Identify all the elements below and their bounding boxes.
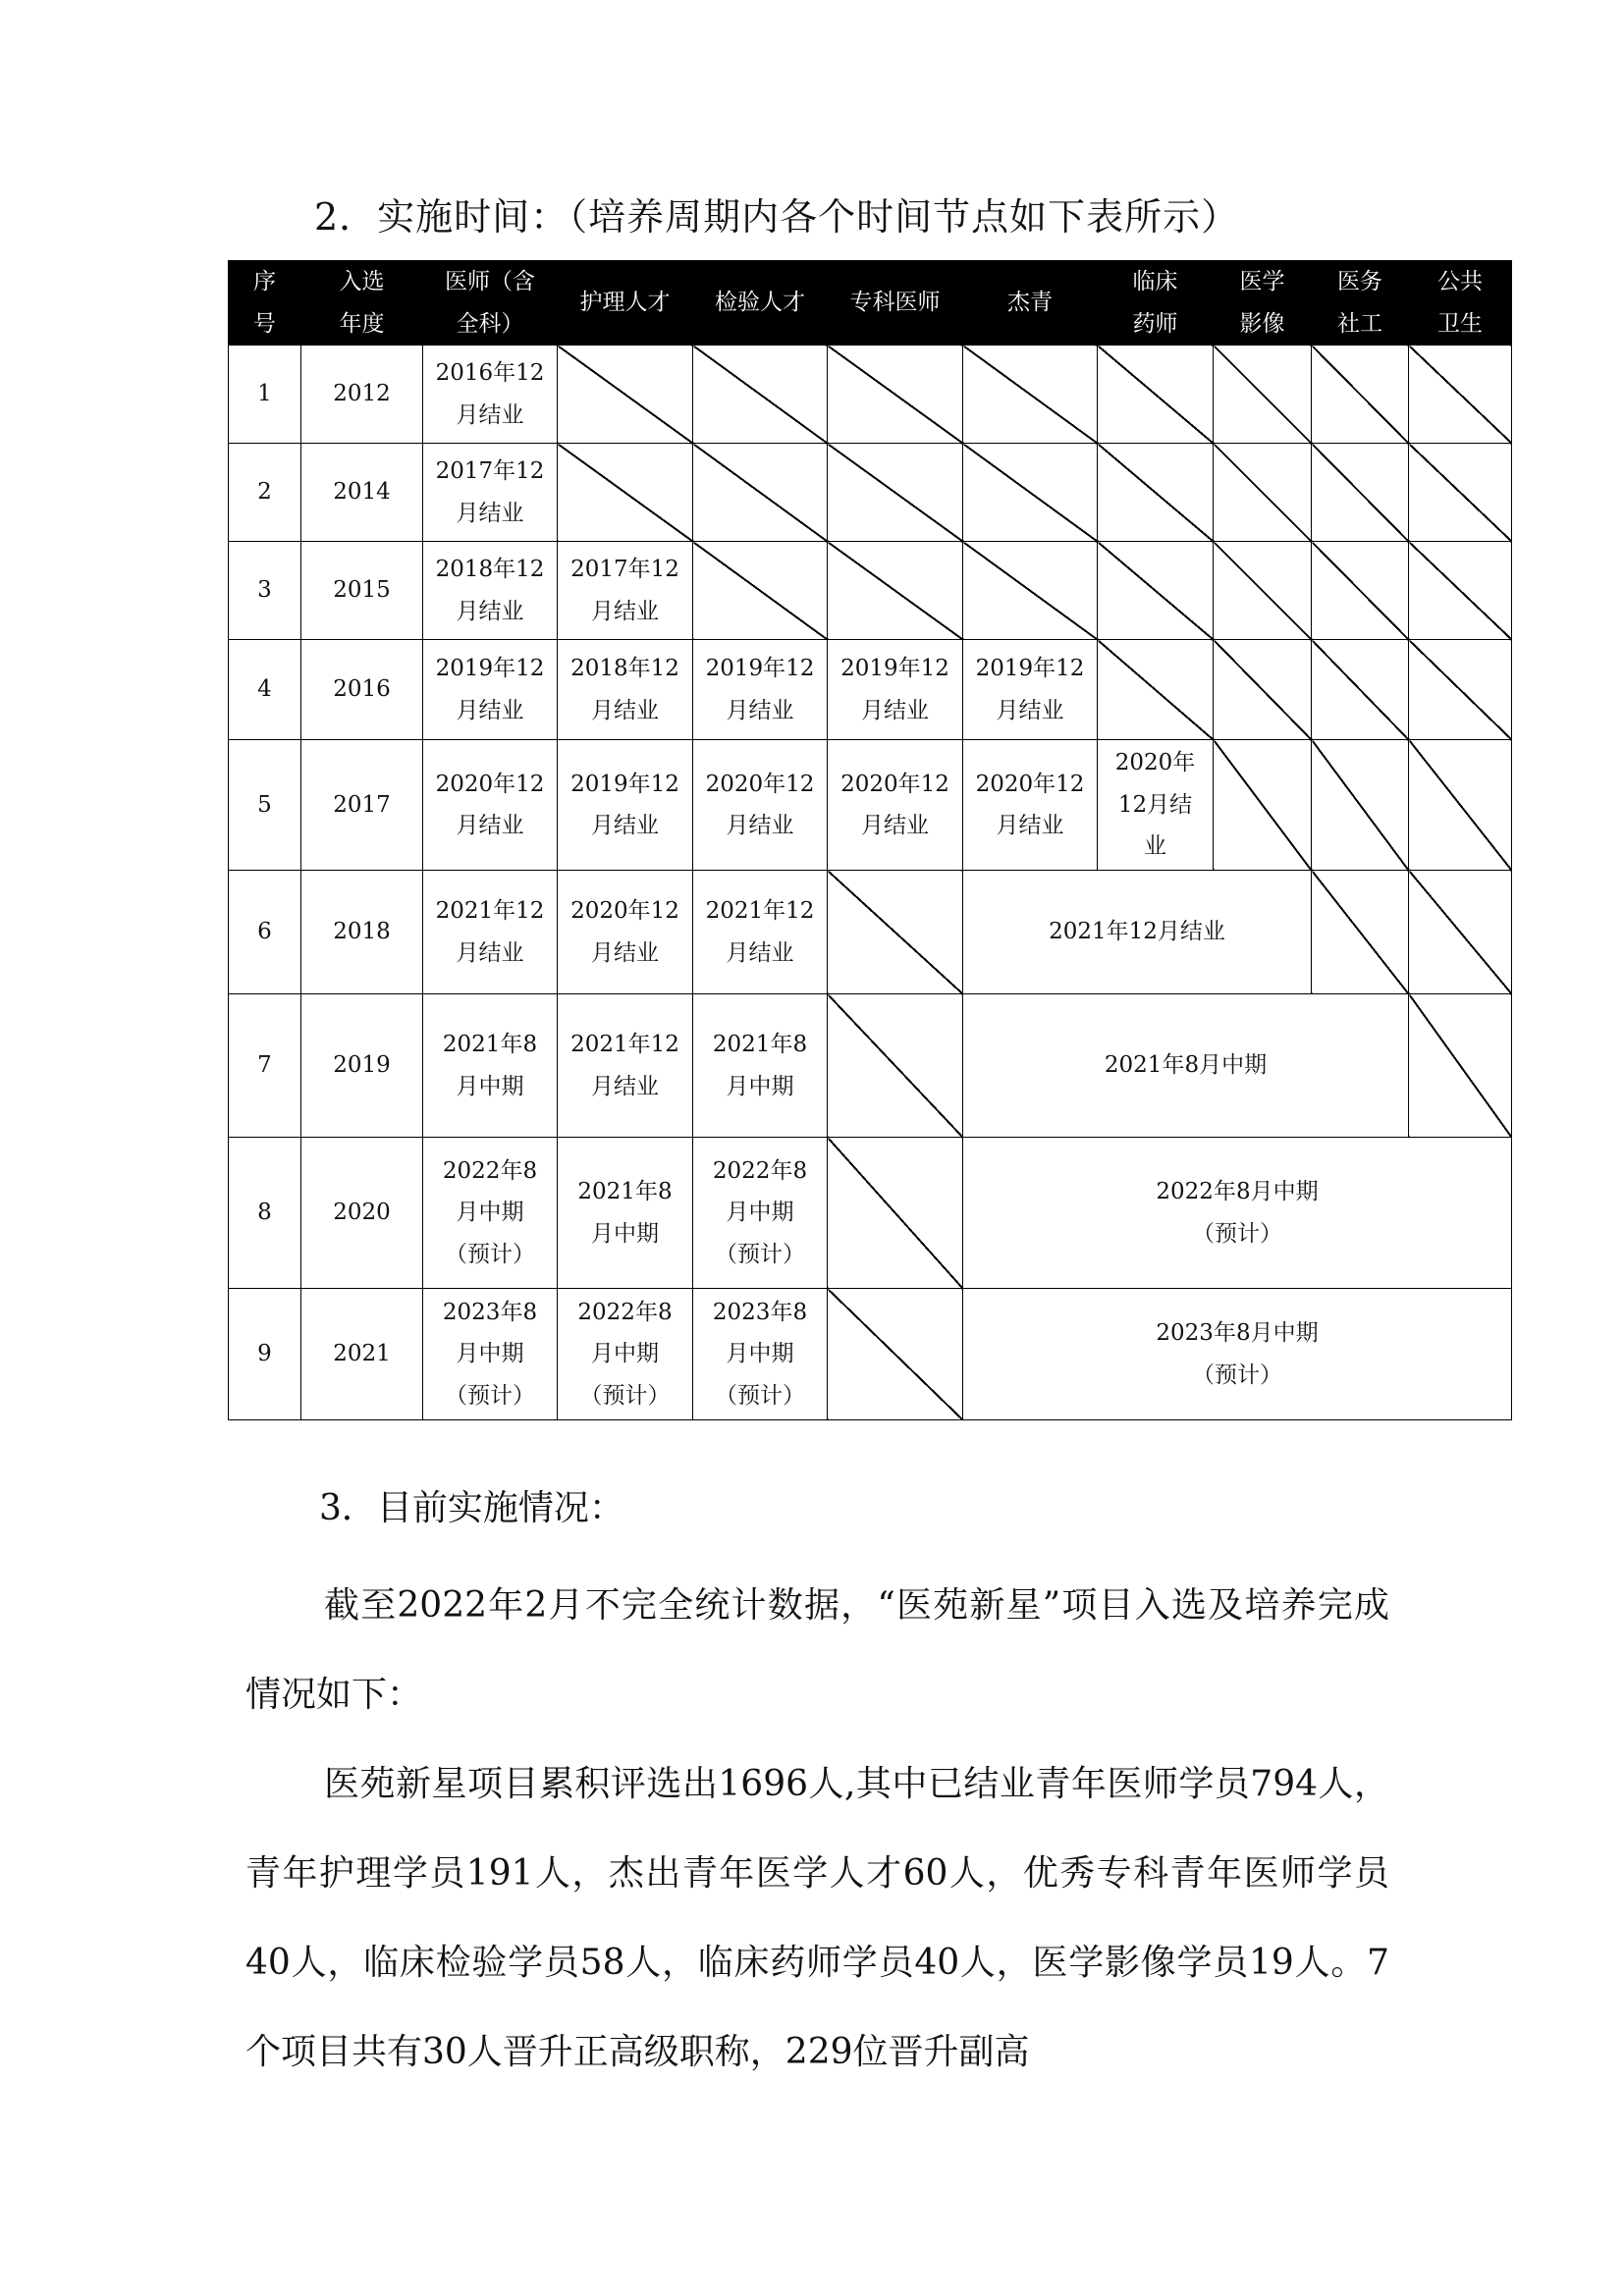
cell-doctor: 2021年8 月中期: [423, 994, 558, 1138]
cell-nursing: 2022年8 月中期 （预计）: [558, 1289, 693, 1420]
row-no: 8: [229, 1138, 301, 1289]
row-year: 2012: [301, 346, 423, 444]
cell-youth: 2019年12 月结业: [963, 640, 1098, 740]
header-specialist: 专科医师: [828, 261, 963, 346]
empty-cell: [1409, 542, 1512, 640]
empty-cell: [1214, 346, 1312, 444]
table-row: [229, 871, 1512, 994]
table-row: [229, 444, 1512, 542]
cell-merged-schedule: 2021年8月中期: [963, 994, 1409, 1138]
empty-cell: [1098, 444, 1214, 542]
cell-doctor: 2023年8 月中期 （预计）: [423, 1289, 558, 1420]
row-year: 2021: [301, 1289, 423, 1420]
cell-nursing: 2017年12 月结业: [558, 542, 693, 640]
cell-nursing: 2021年8 月中期: [558, 1138, 693, 1289]
row-year: 2016: [301, 640, 423, 740]
empty-cell: [1098, 640, 1214, 740]
empty-cell: [693, 444, 828, 542]
row-year: 2015: [301, 542, 423, 640]
table-row: [229, 994, 1512, 1138]
empty-cell: [1312, 871, 1409, 994]
cell-lab: 2021年12 月结业: [693, 871, 828, 994]
table-row: [229, 346, 1512, 444]
row-no: 9: [229, 1289, 301, 1420]
cell-nursing: 2021年12 月结业: [558, 994, 693, 1138]
empty-cell: [1312, 740, 1409, 871]
header-doctor: 医师（含 全科）: [423, 261, 558, 346]
empty-cell: [1409, 994, 1512, 1138]
section2-heading: 2．实施时间：（培养周期内各个时间节点如下表所示）: [314, 195, 1240, 239]
empty-cell: [963, 444, 1098, 542]
empty-cell: [1214, 640, 1312, 740]
row-no: 2: [229, 444, 301, 542]
cell-nursing: 2020年12 月结业: [558, 871, 693, 994]
header-lab: 检验人才: [693, 261, 828, 346]
cell-doctor: 2022年8 月中期 （预计）: [423, 1138, 558, 1289]
cell-doctor: 2020年12 月结业: [423, 740, 558, 871]
cell-lab: 2021年8 月中期: [693, 994, 828, 1138]
cell-doctor: 2021年12 月结业: [423, 871, 558, 994]
empty-cell: [828, 542, 963, 640]
empty-cell: [1312, 346, 1409, 444]
cell-doctor: 2018年12 月结业: [423, 542, 558, 640]
header-social-work: 医务 社工: [1312, 261, 1409, 346]
empty-cell: [1214, 740, 1312, 871]
empty-cell: [1098, 542, 1214, 640]
row-year: 2018: [301, 871, 423, 994]
empty-cell: [1214, 444, 1312, 542]
cell-youth: 2020年12 月结业: [963, 740, 1098, 871]
empty-cell: [1312, 640, 1409, 740]
empty-cell: [1409, 444, 1512, 542]
empty-cell: [558, 346, 693, 444]
cell-nursing: 2019年12 月结业: [558, 740, 693, 871]
cell-lab: 2022年8 月中期 （预计）: [693, 1138, 828, 1289]
cell-doctor: 2019年12 月结业: [423, 640, 558, 740]
row-no: 3: [229, 542, 301, 640]
table-header-row: [229, 261, 1512, 346]
row-no: 6: [229, 871, 301, 994]
empty-cell: [558, 444, 693, 542]
header-youth: 杰青: [963, 261, 1098, 346]
row-no: 7: [229, 994, 301, 1138]
empty-cell: [1098, 346, 1214, 444]
table-row: [229, 1138, 1512, 1289]
cell-doctor: 2017年12 月结业: [423, 444, 558, 542]
row-year: 2020: [301, 1138, 423, 1289]
empty-cell: [1409, 871, 1512, 994]
paragraph-stats: 医苑新星项目累积评选出1696人,其中已结业青年医师学员794人，青年护理学员191人，杰出青年医学人才60人，优秀专科青年医师学员40人，临床检验学员58人，临床药师学员40人，医学影像学员19人。7个项目共有30人晋升正高级职称，229位晋升副高: [245, 1764, 1389, 2072]
empty-cell: [828, 346, 963, 444]
schedule-table-wrap: [228, 260, 1511, 1419]
row-year: 2014: [301, 444, 423, 542]
row-year: 2019: [301, 994, 423, 1138]
row-no: 1: [229, 346, 301, 444]
table-row: [229, 640, 1512, 740]
empty-cell: [1409, 740, 1512, 871]
empty-cell: [693, 346, 828, 444]
empty-cell: [1312, 542, 1409, 640]
header-no: 序 号: [229, 261, 301, 346]
cell-doctor: 2016年12 月结业: [423, 346, 558, 444]
cell-lab: 2023年8 月中期 （预计）: [693, 1289, 828, 1420]
row-no: 5: [229, 740, 301, 871]
cell-merged-schedule: 2022年8月中期 （预计）: [963, 1138, 1512, 1289]
table-row: [229, 1289, 1512, 1420]
empty-cell: [1312, 444, 1409, 542]
empty-cell: [693, 542, 828, 640]
header-year: 入选 年度: [301, 261, 423, 346]
cell-merged-schedule: 2021年12月结业: [963, 871, 1312, 994]
empty-cell: [963, 346, 1098, 444]
row-no: 4: [229, 640, 301, 740]
empty-cell: [828, 444, 963, 542]
table-row: [229, 542, 1512, 640]
header-nursing: 护理人才: [558, 261, 693, 346]
cell-specialist: 2019年12 月结业: [828, 640, 963, 740]
empty-cell: [828, 994, 963, 1138]
header-public-health: 公共 卫生: [1409, 261, 1512, 346]
row-year: 2017: [301, 740, 423, 871]
section3-heading: 3．目前实施情况：: [319, 1488, 624, 1528]
cell-specialist: 2020年12 月结业: [828, 740, 963, 871]
empty-cell: [828, 1138, 963, 1289]
empty-cell: [828, 1289, 963, 1420]
table-row: [229, 740, 1512, 871]
paragraph-intro: 截至2022年2月不完全统计数据，“医苑新星”项目入选及培养完成情况如下：: [245, 1585, 1389, 1715]
cell-lab: 2019年12 月结业: [693, 640, 828, 740]
empty-cell: [1409, 346, 1512, 444]
cell-merged-schedule: 2023年8月中期 （预计）: [963, 1289, 1512, 1420]
empty-cell: [1409, 640, 1512, 740]
cell-lab: 2020年12 月结业: [693, 740, 828, 871]
header-imaging: 医学 影像: [1214, 261, 1312, 346]
header-pharmacist: 临床 药师: [1098, 261, 1214, 346]
empty-cell: [1214, 542, 1312, 640]
schedule-table: [228, 260, 1512, 1420]
empty-cell: [828, 871, 963, 994]
cell-nursing: 2018年12 月结业: [558, 640, 693, 740]
empty-cell: [963, 542, 1098, 640]
cell-pharmacist: 2020年 12月结 业: [1098, 740, 1214, 871]
